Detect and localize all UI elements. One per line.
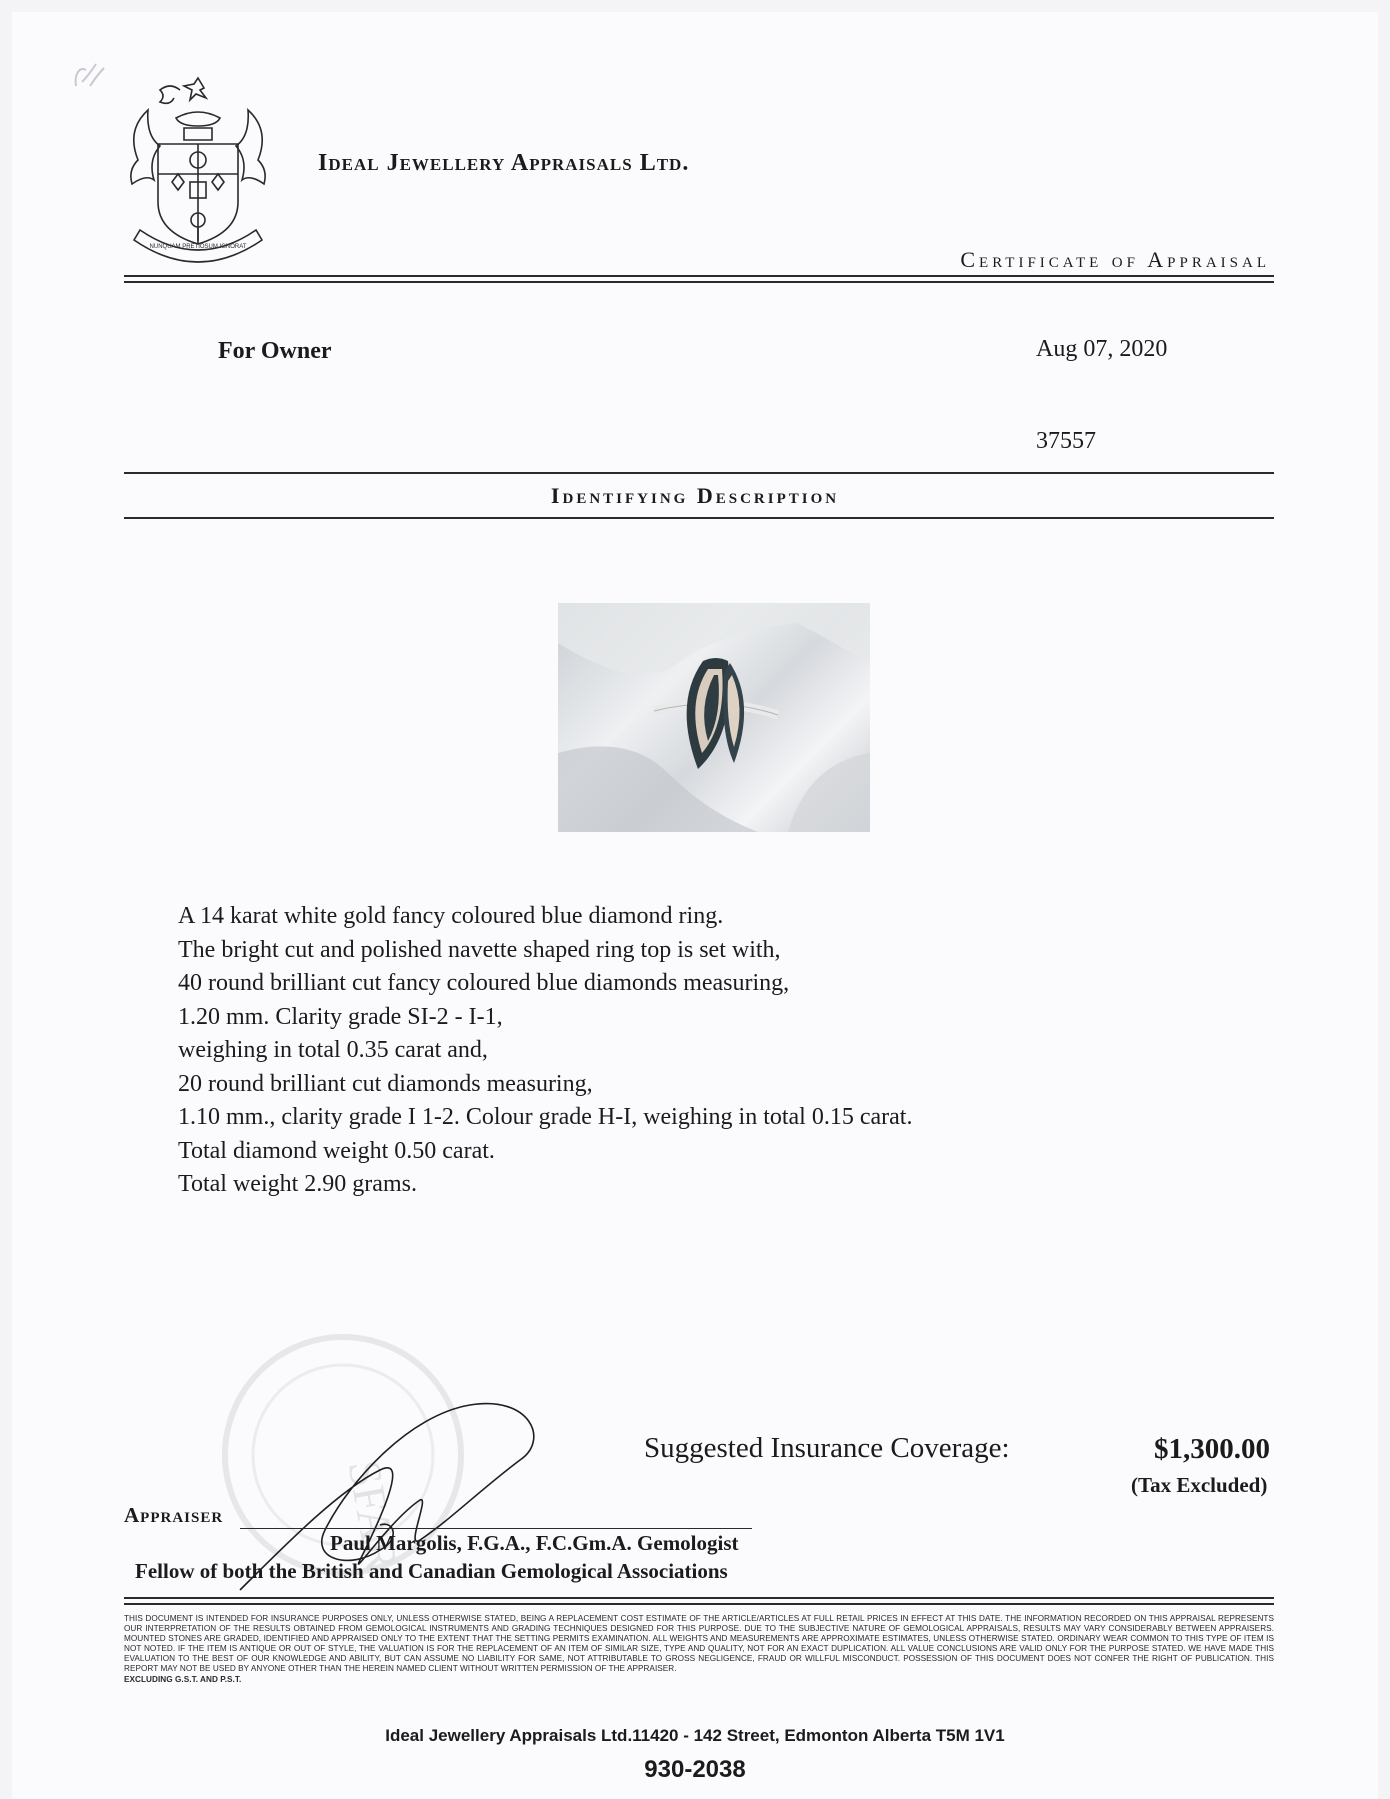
owner-label: For Owner <box>218 338 332 364</box>
ring-photo <box>558 603 870 832</box>
company-crest-icon <box>118 70 278 270</box>
section-divider-top <box>124 472 1274 474</box>
description-line: 1.20 mm. Clarity grade SI-2 - I-1, <box>178 1003 503 1030</box>
item-description <box>178 900 912 1202</box>
company-name: Ideal Jewellery Appraisals Ltd. <box>318 150 690 176</box>
description-line: weighing in total 0.35 carat and, <box>178 1037 488 1063</box>
description-line: Total diamond weight 0.50 carat. <box>178 1137 495 1164</box>
header-divider <box>124 275 1274 283</box>
appraiser-label: Appraiser <box>124 1503 224 1527</box>
description-line: The bright cut and polished navette shaped ring top is set with, <box>178 936 781 963</box>
footer-divider <box>124 1597 1274 1605</box>
disclaimer-text: THIS DOCUMENT IS INTENDED FOR INSURANCE PURPOSES ONLY, UNLESS OTHERWISE STATED, BEING A REPLACEMENT COST ESTIMATE OF THE ARTICLE/ARTICLES AT FULL RETAIL PRICES IN EFFECT AT THIS DATE. THE INFORMATION RECORDED ON THIS APPRAISAL REPRESENTS OUR INTERPRETATION OF THE RESULTS OBTAINED FROM GEMOLOGICAL INSTRUMENTS AND GRADING TECHNIQUES DESIGNED FOR THIS PURPOSE. DUE TO THE SUBJECTIVE NATURE OF GEMOLOGICAL APPRAISALS, RESULTS MAY VARY CONSIDERABLY BETWEEN APPRAISERS. MOUNTED STONES ARE GRADED, IDENTIFIED AND APPRAISED ONLY TO THE EXTENT THAT THE SETTING PERMITS EXAMINATION. ALL WEIGHTS AND MEASUREMENTS ARE APPROXIMATE ESTIMATES, UNLESS OTHERWISE STATED. ORDINARY WEAR COMMON TO THIS TYPE OF ITEM IS NOT NOTED. IF THE ITEM IS ANTIQUE OR OUT OF STYLE, THE VALUATION IS FOR THE REPLACEMENT OF AN ITEM OF SIMILAR SIZE, TYPE AND QUALITY, NOT FOR AN EXACT DUPLICATION. ALL VALUE CONCLUSIONS ARE VALID ONLY FOR THE PURPOSE STATED. WE HAVE MADE THIS EVALUATION TO THE BEST OF OUR KNOWLEDGE AND ABILITY, BUT CAN ASSUME NO LIABILITY FOR SAME, NOT ATTRIBUTABLE TO GROSS NEGLIGENCE, FRAUD OR WILLFUL MISCONDUCT. POSSESSION OF THIS DOCUMENT DOES NOT CONFER THE RIGHT OF PUBLICATION. THIS REPORT MAY NOT BE USED BY ANYONE OTHER THAN THE HEREIN NAMED CLIENT WITHOUT WRITTEN PERMISSION OF THE APPRAISER. <box>124 1614 1274 1674</box>
description-line: 20 round brilliant cut diamonds measuring, <box>178 1070 593 1097</box>
disclaimer <box>124 1614 1274 1685</box>
footer-address: Ideal Jewellery Appraisals Ltd.11420 - 142 Street, Edmonton Alberta T5M 1V1 <box>385 1726 1005 1745</box>
seal-text: SFAR <box>338 1456 409 1576</box>
description-line: A 14 karat white gold fancy coloured blue diamond ring. <box>178 903 724 929</box>
ring-photo-icon <box>558 603 870 832</box>
appraiser-name: Paul Margolis, F.G.A., F.C.Gm.A. Gemologist <box>330 1531 739 1555</box>
appraisal-date: Aug 07, 2020 <box>1036 336 1168 362</box>
section-title: Identifying Description <box>550 483 840 508</box>
tax-note: (Tax Excluded) <box>1131 1473 1268 1497</box>
section-divider-bottom <box>124 517 1274 519</box>
appraiser-fellowship: Fellow of both the British and Canadian Gemological Associations <box>135 1559 728 1583</box>
description-line: 1.10 mm., clarity grade I 1-2. Colour grade H-I, weighing in total 0.15 carat. <box>178 1104 913 1130</box>
insurance-label: Suggested Insurance Coverage: <box>644 1432 1010 1464</box>
document-type-title: Certificate of Appraisal <box>960 247 1270 272</box>
signature-line <box>240 1528 752 1529</box>
tax-exclusion-note: EXCLUDING G.S.T. AND P.S.T. <box>124 1674 242 1684</box>
pencil-mark-icon <box>68 56 112 100</box>
svg-text:NUNQUAM PRETIOSUM IGNORAT: NUNQUAM PRETIOSUM IGNORAT <box>149 244 247 250</box>
description-line: 40 round brilliant cut fancy coloured blue diamonds measuring, <box>178 970 790 996</box>
footer-phone: 930-2038 <box>644 1756 746 1783</box>
insurance-value: $1,300.00 <box>1154 1433 1270 1465</box>
reference-number: 37557 <box>1036 428 1096 454</box>
description-line: Total weight 2.90 grams. <box>178 1171 417 1197</box>
